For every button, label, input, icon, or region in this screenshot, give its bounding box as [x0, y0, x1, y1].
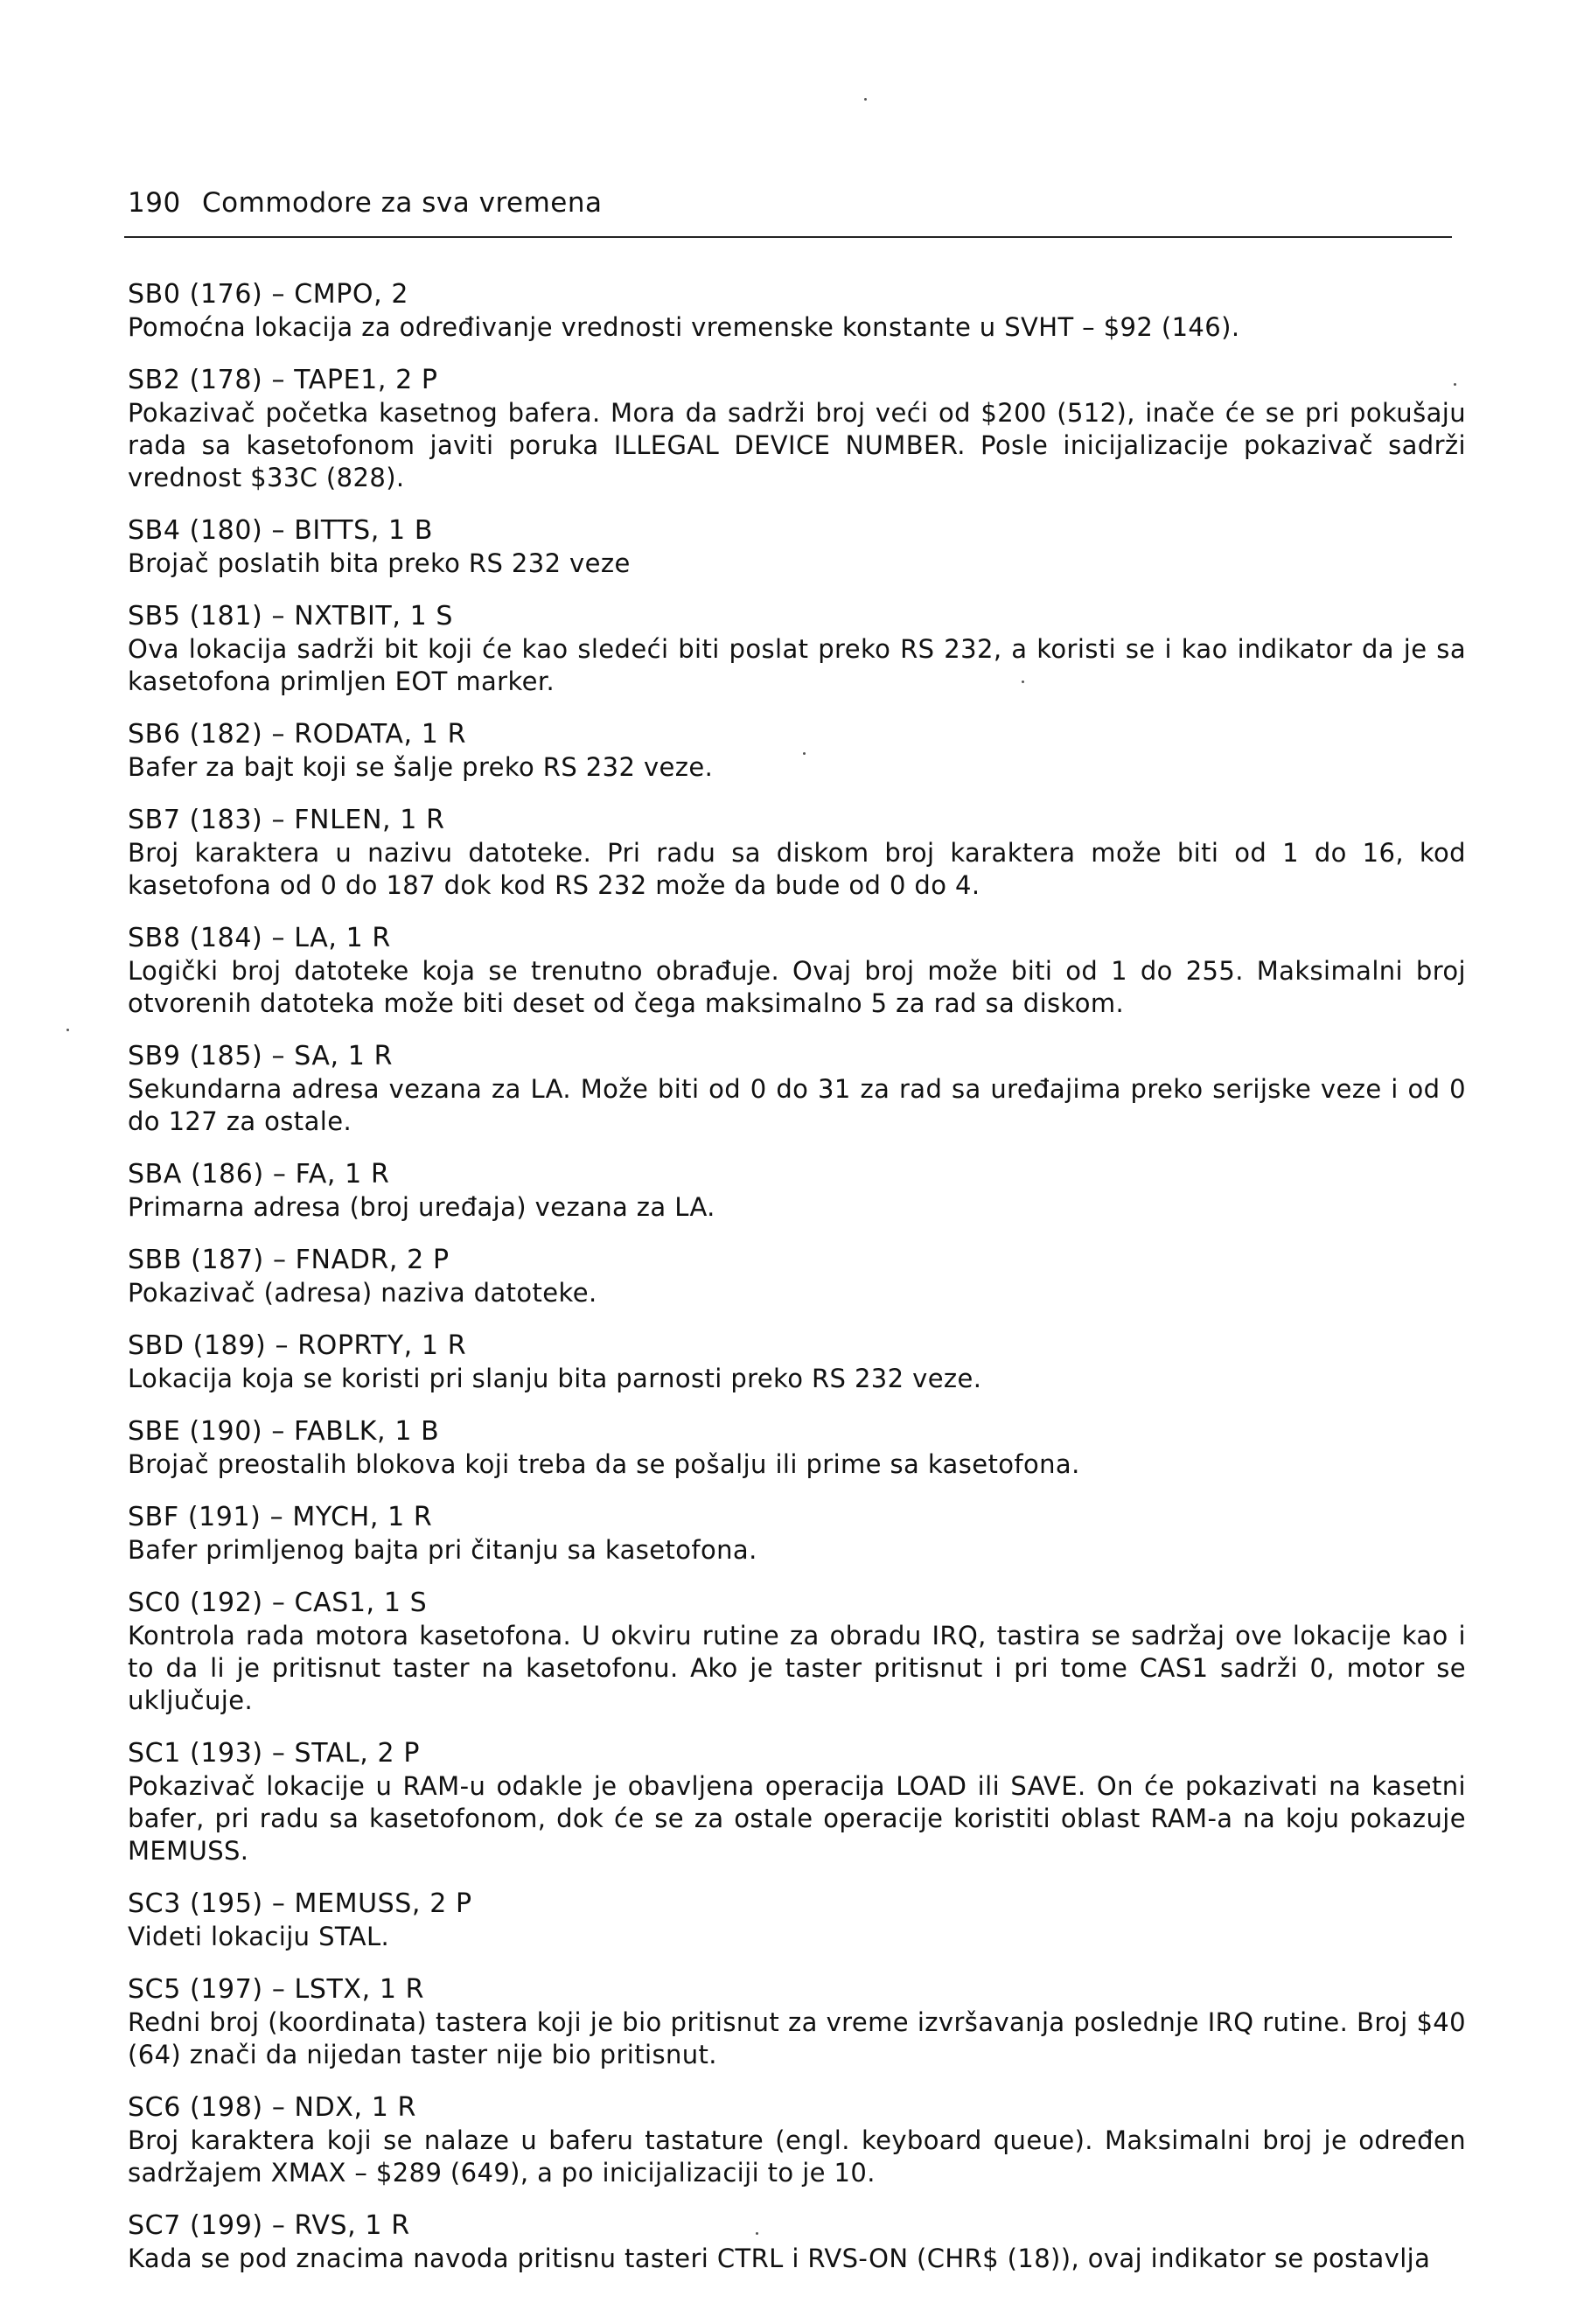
- entry-heading: SB4 (180) – BITTS, 1 B: [128, 515, 434, 546]
- scan-speck: [66, 1029, 69, 1031]
- entry-description: Bafer za bajt koji se šalje preko RS 232 veze.: [128, 752, 714, 782]
- entry-heading: SBE (190) – FABLK, 1 B: [128, 1416, 440, 1447]
- entry-description: Broj karaktera u nazivu datoteke. Pri radu sa diskom broj karaktera može biti od 1 do 16, kod kasetofona od 0 do 187 dok kod RS 232 može da bude od 0 do 4.: [128, 838, 1466, 900]
- header-rule: [124, 236, 1452, 238]
- memory-location-list: [128, 278, 1466, 2295]
- entry-description: Lokacija koja se koristi pri slanju bita parnosti preko RS 232 veze.: [128, 1364, 982, 1393]
- entry-description: Kada se pod znacima navoda pritisnu tasteri CTRL i RVS-ON (CHR$ (18)), ovaj indikator se postavlja: [128, 2244, 1431, 2273]
- entry-heading: SBF (191) – MYCH, 1 R: [128, 1502, 433, 1532]
- entry-heading: SB6 (182) – RODATA, 1 R: [128, 719, 467, 750]
- page-header: [128, 185, 603, 220]
- entry-sbd: [128, 1329, 1466, 1395]
- entry-sc6: [128, 2091, 1466, 2189]
- entry-heading: SC5 (197) – LSTX, 1 R: [128, 1974, 425, 2005]
- entry-description: Primarna adresa (broj uređaja) vezana za LA.: [128, 1192, 715, 1222]
- entry-sb0: [128, 278, 1466, 344]
- entry-description: Broj karaktera koji se nalaze u baferu tastature (engl. keyboard queue). Maksimalni broj je određen sadržajem XMAX – $289 (649), a po inicijalizaciji to je 10.: [128, 2125, 1466, 2188]
- entry-sc1: [128, 1737, 1466, 1867]
- entry-description: Ova lokacija sadrži bit koji će kao sledeći biti poslat preko RS 232, a koristi se i kao indikator da je sa kasetofona primljen EOT marker.: [128, 634, 1466, 696]
- entry-heading: SB2 (178) – TAPE1, 2 P: [128, 365, 438, 395]
- entry-description: Pokazivač (adresa) naziva datoteke.: [128, 1278, 597, 1308]
- entry-sbe: [128, 1415, 1466, 1481]
- entry-description: Videti lokaciju STAL.: [128, 1922, 390, 1951]
- entry-description: Pomoćna lokacija za određivanje vrednosti vremenske konstante u SVHT – $92 (146).: [128, 312, 1240, 342]
- entry-heading: SC0 (192) – CAS1, 1 S: [128, 1588, 428, 1618]
- entry-heading: SB0 (176) – CMPO, 2: [128, 279, 409, 310]
- entry-description: Sekundarna adresa vezana za LA. Može biti od 0 do 31 za rad sa uređajima preko serijske veze i od 0 do 127 za ostale.: [128, 1074, 1466, 1136]
- entry-heading: SB9 (185) – SA, 1 R: [128, 1041, 394, 1071]
- entry-sc5: [128, 1973, 1466, 2071]
- scan-speck: [864, 98, 867, 101]
- entry-description: Redni broj (koordinata) tastera koji je bio pritisnut za vreme izvršavanja poslednje IRQ rutine. Broj $40 (64) znači da nijedan taster nije bio pritisnut.: [128, 2007, 1466, 2069]
- entry-heading: SB5 (181) – NXTBIT, 1 S: [128, 601, 454, 632]
- entry-sbf: [128, 1501, 1466, 1567]
- entry-sc7: [128, 2209, 1466, 2275]
- entry-heading: SC7 (199) – RVS, 1 R: [128, 2210, 410, 2241]
- entry-heading: SBD (189) – ROPRTY, 1 R: [128, 1330, 467, 1361]
- entry-description: Kontrola rada motora kasetofona. U okviru rutine za obradu IRQ, tastira se sadržaj ove lokacije kao i to da li je pritisnut taster na kasetofonu. Ako je taster pritisnut i pri tome CAS1 sadrži 0, motor se uključuje.: [128, 1621, 1466, 1715]
- entry-heading: SB8 (184) – LA, 1 R: [128, 923, 391, 953]
- entry-heading: SC3 (195) – MEMUSS, 2 P: [128, 1888, 472, 1919]
- entry-description: Pokazivač početka kasetnog bafera. Mora da sadrži broj veći od $200 (512), inače će se pri pokušaju rada sa kasetofonom javiti poruka ILLEGAL DEVICE NUMBER. Posle inicijalizacije pokazivač sadrži vrednost $33C (828).: [128, 398, 1466, 492]
- entry-sb6: [128, 718, 1466, 784]
- entry-sbb: [128, 1244, 1466, 1309]
- entry-sb7: [128, 804, 1466, 902]
- entry-heading: SBB (187) – FNADR, 2 P: [128, 1245, 450, 1275]
- entry-description: Pokazivač lokacije u RAM-u odakle je obavljena operacija LOAD ili SAVE. On će pokazivati na kasetni bafer, pri radu sa kasetofonom, dok će se za ostale operacije koristiti oblast RAM-a na koju pokazuje MEMUSS.: [128, 1771, 1466, 1866]
- entry-sb2: [128, 364, 1466, 494]
- entry-heading: SB7 (183) – FNLEN, 1 R: [128, 805, 445, 835]
- scan-speck: [756, 2232, 758, 2235]
- entry-description: Brojač preostalih blokova koji treba da se pošalju ili prime sa kasetofona.: [128, 1449, 1080, 1479]
- entry-description: Bafer primljenog bajta pri čitanju sa kasetofona.: [128, 1535, 757, 1565]
- scan-speck: [1022, 680, 1024, 683]
- book-title: Commodore za sva vremena: [202, 187, 603, 219]
- entry-sc0: [128, 1587, 1466, 1717]
- entry-sb5: [128, 600, 1466, 698]
- entry-sba: [128, 1158, 1466, 1224]
- entry-heading: SC6 (198) – NDX, 1 R: [128, 2092, 416, 2123]
- entry-heading: SBA (186) – FA, 1 R: [128, 1159, 390, 1190]
- entry-description: Brojač poslatih bita preko RS 232 veze: [128, 548, 631, 578]
- entry-heading: SC1 (193) – STAL, 2 P: [128, 1738, 421, 1769]
- entry-sb8: [128, 922, 1466, 1020]
- page-number: 190: [128, 187, 181, 219]
- scan-speck: [803, 752, 806, 755]
- scan-speck: [1454, 383, 1456, 386]
- entry-sb9: [128, 1040, 1466, 1138]
- entry-sb4: [128, 514, 1466, 580]
- entry-description: Logički broj datoteke koja se trenutno obrađuje. Ovaj broj može biti od 1 do 255. Maksimalni broj otvorenih datoteka može biti deset od čega maksimalno 5 za rad sa diskom.: [128, 956, 1466, 1018]
- entry-sc3: [128, 1888, 1466, 1953]
